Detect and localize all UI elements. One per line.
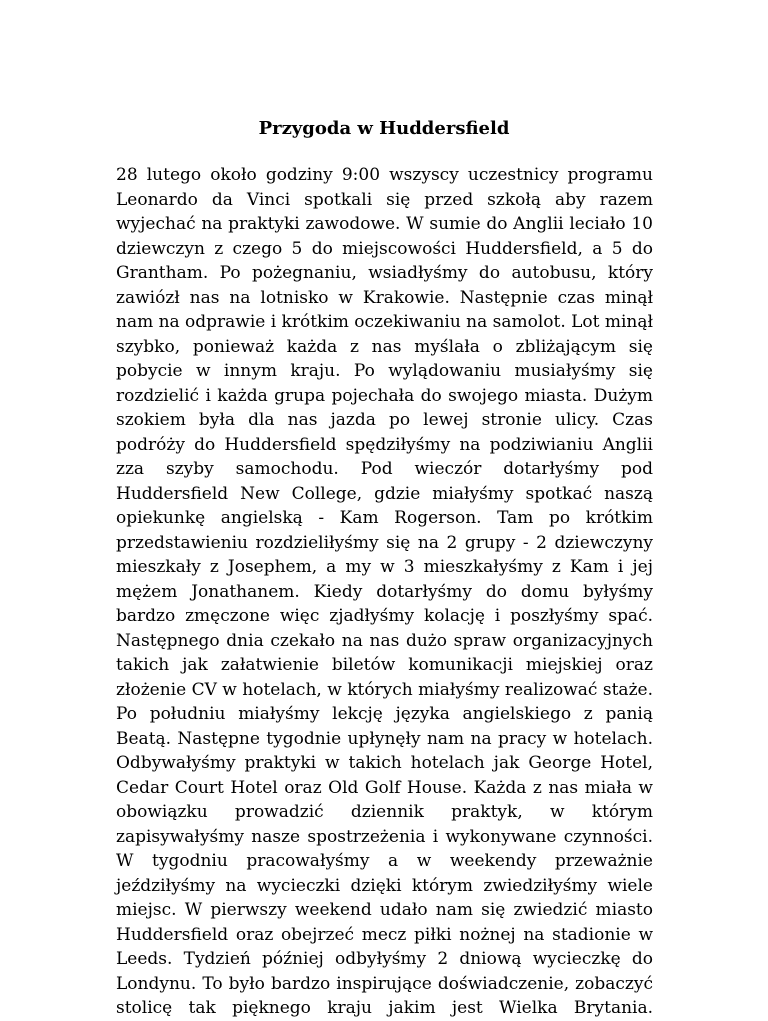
document-body-paragraph: 28 lutego około godziny 9:00 wszyscy uczestnicy programu Leonardo da Vinci spotkali się przed szkołą aby razem wyjechać na praktyki zawodowe. W sumie do Anglii leciało 10 dziewczyn z czego 5 do miejscowości Huddersfield, a 5 do Grantham. Po pożegnaniu, wsiadłyśmy do autobusu, który zawiózł nas na lotnisko w Krakowie. Następnie czas minął nam na odprawie i krótkim oczekiwaniu na samolot. Lot minął szybko, ponieważ każda z nas myślała o zbliżającym się pobycie w innym kraju. Po wylądowaniu musiałyśmy się rozdzielić i każda grupa pojechała do swojego miasta. Dużym szokiem była dla nas jazda po lewej stronie ulicy. Czas podróży do Huddersfield spędziłyśmy na podziwianiu Anglii zza szyby samochodu. Pod wieczór dotarłyśmy pod Huddersfield New College, gdzie miałyśmy spotkać naszą opiekunkę angielską - Kam Rogerson. Tam po krótkim przedstawieniu rozdzieliłyśmy się na 2 grupy - 2 dziewczyny mieszkały z Josephem, a my w 3 mieszkałyśmy z Kam i jej mężem Jonathanem. Kiedy dotarłyśmy do domu byłyśmy bardzo zmęczone więc zjadłyśmy kolację i poszłyśmy spać. Następnego dnia czekało na nas dużo spraw organizacyjnych takich jak załatwienie biletów komunikacji miejskiej oraz złożenie CV w hotelach, w których miałyśmy realizować staże. Po południu miałyśmy lekcję języka angielskiego z panią Beatą. Następne tygodnie upłynęły nam na pracy w hotelach. Odbywałyśmy praktyki w takich hotelach jak George Hotel, Cedar Court Hotel oraz Old Golf House. Każda z nas miała w obowiązku prowadzić dziennik praktyk, w którym zapisywałyśmy nasze spostrzeżenia i wykonywane czynności. W tygodniu pracowałyśmy a w weekendy przeważnie jeździłyśmy na wycieczki dzięki którym zwiedziłyśmy wiele miejsc. W pierwszy weekend udało nam się zwiedzić miasto Huddersfield oraz obejrzeć mecz piłki nożnej na stadionie w Leeds. Tydzień później odbyłyśmy 2 dniową wycieczkę do Londynu. To było bardzo inspirujące doświadczenie, zobaczyć stolicę tak pięknego kraju jakim jest Wielka Brytania.	[116, 165, 653, 1018]
document-title: Przygoda w Huddersfield	[258, 118, 510, 139]
